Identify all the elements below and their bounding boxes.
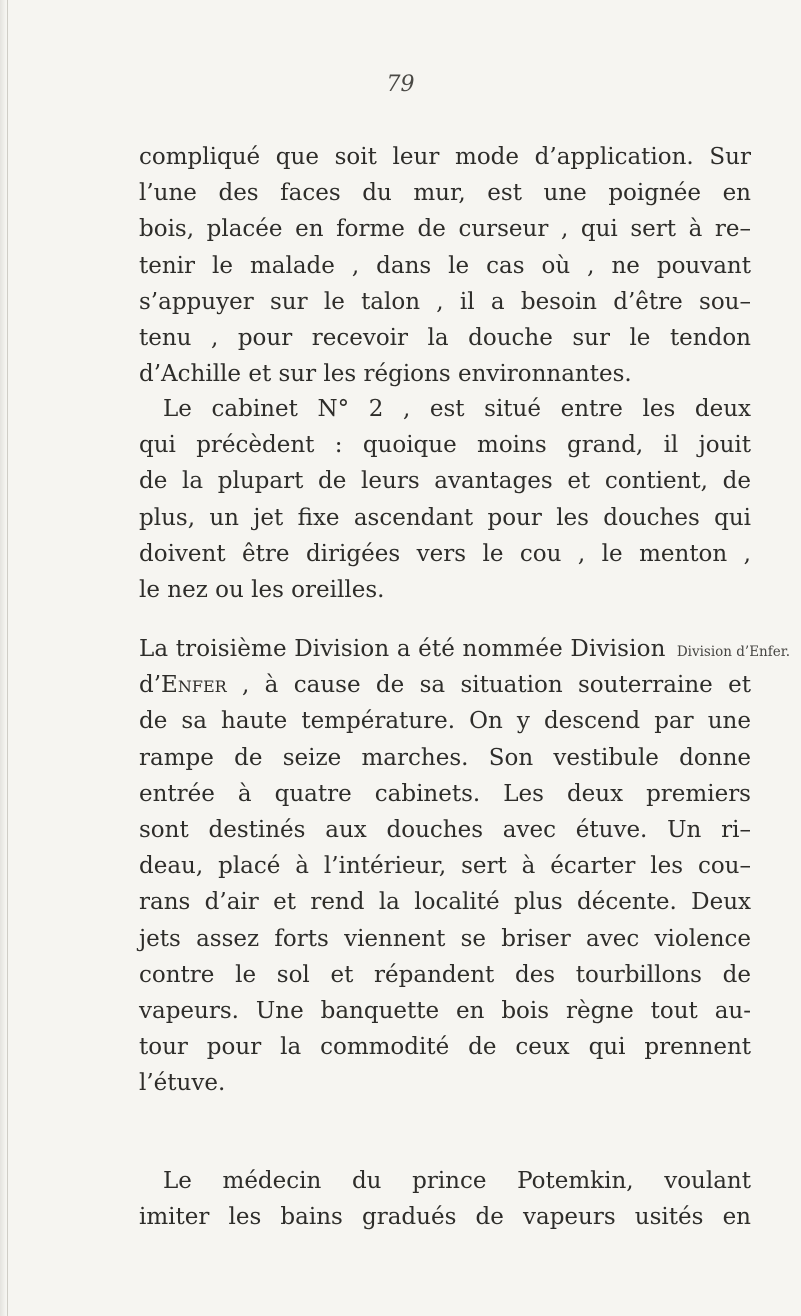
- text-line: l’étuve.: [139, 1070, 226, 1097]
- paragraph-3-body: [139, 667, 751, 1101]
- paragraph-1: [139, 139, 751, 392]
- text-line: bois, placée en forme de curseur , qui sert à re–: [139, 216, 751, 243]
- text-line: rampe de seize marches. Son vestibule donne: [139, 744, 751, 771]
- text-line: contre le sol et répandent des tourbillons de: [139, 961, 751, 988]
- text-line: rans d’air et rend la localité plus décente. Deux: [139, 889, 751, 916]
- margin-note: Division d’Enfer.: [676, 644, 790, 660]
- paragraph-3: [139, 631, 666, 667]
- text-line: deau, placé à l’intérieur, sert à écarter les cou–: [139, 853, 751, 880]
- page-number: 79: [386, 72, 415, 97]
- text-line: d’Achille et sur les régions environnantes.: [139, 361, 632, 388]
- text-fragment: , à cause de sa situation souterraine et: [226, 672, 751, 699]
- text-line: Le cabinet N° 2 , est situé entre les deux: [163, 396, 751, 422]
- text-line: tenir le malade , dans le cas où , ne pouvant: [139, 252, 751, 279]
- text-line: de sa haute température. On y descend par une: [139, 708, 751, 735]
- text-line: de la plupart de leurs avantages et contient, de: [139, 468, 751, 495]
- text-line: sont destinés aux douches avec étuve. Un ri–: [139, 816, 751, 843]
- smallcaps-word: Enfer: [161, 672, 227, 699]
- text-line: entrée à quatre cabinets. Les deux premiers: [139, 780, 751, 807]
- text-line: l’une des faces du mur, est une poignée en: [139, 180, 751, 207]
- paragraph-4: [139, 1163, 751, 1235]
- text-line: imiter les bains gradués de vapeurs usités en: [139, 1204, 751, 1231]
- text-line: qui précèdent : quoique moins grand, il jouit: [139, 432, 751, 459]
- paragraph-2: [139, 391, 751, 608]
- text-line: le nez ou les oreilles.: [139, 576, 385, 603]
- text-line: Le médecin du prince Potemkin, voulant: [163, 1168, 751, 1194]
- text-line: compliqué que soit leur mode d’application. Sur: [139, 144, 751, 170]
- text-fragment: d’: [139, 672, 162, 699]
- text-line: [139, 667, 751, 703]
- text-line: doivent être dirigées vers le cou , le menton ,: [139, 540, 751, 567]
- text-line: tenu , pour recevoir la douche sur le tendon: [139, 324, 751, 351]
- text-line: s’appuyer sur le talon , il a besoin d’être sou–: [139, 288, 751, 315]
- text-line: La troisième Division a été nommée Division: [139, 636, 666, 662]
- text-line: vapeurs. Une banquette en bois règne tout au-: [139, 997, 751, 1024]
- text-line: jets assez forts viennent se briser avec violence: [139, 925, 751, 952]
- page-edge: [0, 0, 6, 1316]
- binding-line: [7, 0, 8, 1316]
- text-line: tour pour la commodité de ceux qui prennent: [139, 1034, 751, 1061]
- text-line: plus, un jet fixe ascendant pour les douches qui: [139, 504, 751, 531]
